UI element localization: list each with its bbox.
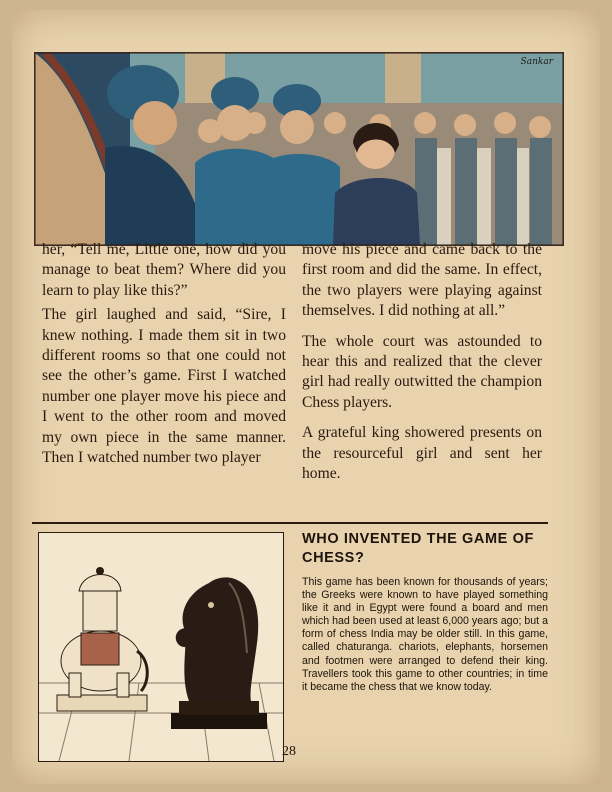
section-divider <box>32 522 548 524</box>
page <box>12 10 600 784</box>
chess-pieces-image <box>39 533 283 761</box>
chess-pieces-illustration <box>38 532 284 762</box>
story-paragraph: her, “Tell me, Little one, how did you manage to beat them? Where did you learn to play like this?” <box>42 241 286 299</box>
sidebar-title: WHO INVENTED THE GAME OF CHESS? <box>302 531 534 566</box>
story-right-column <box>302 240 542 484</box>
page-number: 28 <box>282 744 296 759</box>
court-illustration <box>34 52 564 246</box>
story-paragraph: The girl laughed and said, “Sire, I knew nothing. I made them sit in two different rooms so that one could not see the other’s game. First I watched number one player move his piece and I went to the other room and moved my own piece in the same manner. Then I watched number two player <box>42 306 286 467</box>
artist-signature: Sankar <box>520 57 553 67</box>
sidebar-body: This game has been known for thousands of years; the Greeks were known to have played something like it and in Egypt were found a board and men which had been used at least 6,000 years ago; but a form of chess India may be older still. In this game, called chaturanga. chariots, elephants, horsemen and footmen were arranged to defend their king. Travellers took this game to other countries; in time it became the chess that we know today. <box>302 576 548 693</box>
story-paragraph: The whole court was astounded to hear this and realized that the clever girl had really outwitted the champion Chess players. <box>302 332 542 411</box>
story-paragraph: A grateful king showered presents on the resourceful girl and sent her home. <box>302 424 542 483</box>
story-left-column <box>42 240 286 468</box>
court-scene-image <box>35 53 563 245</box>
story-paragraph: move his piece and came back to the first room and did the same. In effect, the two players were playing against themselves. I did nothing at all.” <box>302 241 542 320</box>
